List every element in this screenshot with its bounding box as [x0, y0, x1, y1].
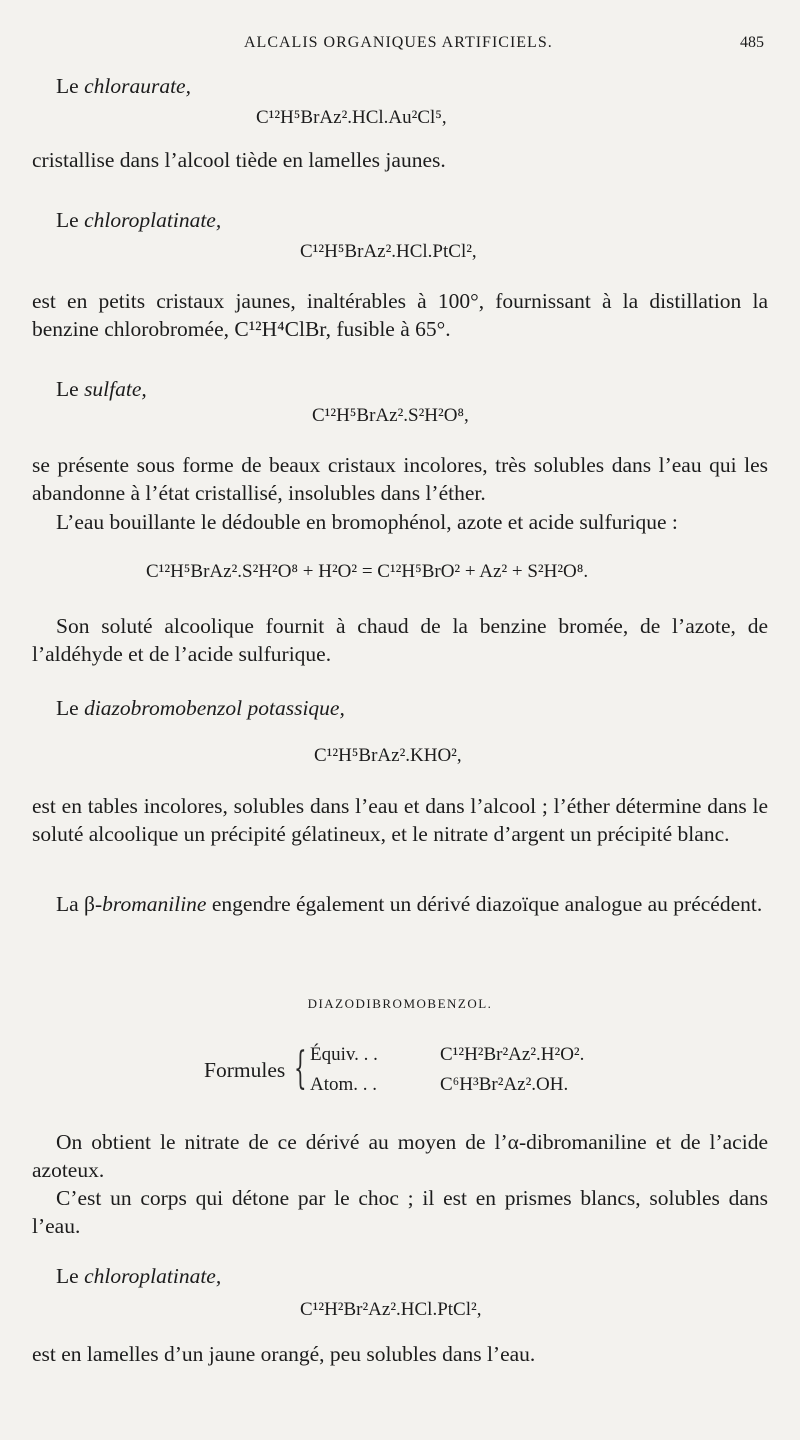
equiv-value: C¹²H²Br²Az².H²O².	[440, 1044, 585, 1065]
diazobromobenzol-text: est en tables incolores, solubles dans l’eau et dans l’alcool ; l’éther détermine dans le soluté alcoolique un précipité gélatineux, et le nitrate d’argent un précipité blanc.	[32, 794, 768, 846]
page-header	[0, 34, 800, 58]
properties-text: C’est un corps qui détone par le choc ; il est en prismes blancs, solubles dans l’eau.	[32, 1186, 768, 1238]
atom-value: C⁶H³Br²Az².OH.	[440, 1074, 569, 1095]
sulfate-formula: C¹²H⁵BrAz².S²H²O⁸,	[312, 405, 469, 426]
chloroplatinate-label: Le chloroplatinate,	[56, 208, 222, 232]
formules-label: Formules	[204, 1058, 286, 1082]
decomposition-equation: C¹²H⁵BrAz².S²H²O⁸ + H²O² = C¹²H⁵BrO² + Az² + S²H²O⁸.	[146, 561, 589, 582]
chloroplatinate-2-formula: C¹²H²Br²Az².HCl.PtCl²,	[300, 1299, 482, 1320]
running-title: ALCALIS ORGANIQUES ARTIFICIELS.	[244, 34, 553, 51]
chloraurate-label: Le chloraurate,	[56, 74, 191, 98]
chloraurate-text: cristallise dans l’alcool tiède en lamelles jaunes.	[32, 148, 446, 172]
sulfate-text: se présente sous forme de beaux cristaux incolores, très solubles dans l’eau qui les abandonne à l’état cristallisé, insolubles dans l’éther.	[32, 453, 768, 505]
chloroplatinate-2-text: est en lamelles d’un jaune orangé, peu solubles dans l’eau.	[32, 1342, 536, 1366]
equiv-formula-row	[310, 1044, 585, 1066]
atom-label: Atom. . .	[310, 1074, 378, 1095]
chloroplatinate-2-label: Le chloroplatinate,	[56, 1264, 222, 1288]
section-heading: DIAZODIBROMOBENZOL.	[307, 996, 493, 1011]
equiv-label: Équiv. . .	[310, 1044, 378, 1065]
nitrate-text: On obtient le nitrate de ce dérivé au moyen de l’α-dibromaniline et de l’acide azoteux.	[32, 1130, 768, 1182]
alcoholic-solution-text: Son soluté alcoolique fournit à chaud de la benzine bromée, de l’azote, de l’aldéhyde et de l’acide sulfurique.	[32, 614, 768, 666]
brace-glyph: {	[294, 1043, 307, 1094]
diazobromobenzol-label: Le diazobromobenzol potassique,	[56, 696, 345, 720]
beta-bromaniline-text: La β-bromaniline engendre également un dérivé diazoïque analogue au précédent.	[56, 892, 763, 916]
chloroplatinate-text: est en petits cristaux jaunes, inaltérables à 100°, fournissant à la distillation la benzine chlorobromée, C¹²H⁴ClBr, fusible à 65°.	[32, 289, 768, 341]
atom-formula-row	[310, 1074, 569, 1096]
sulfate-decomposition-text: L’eau bouillante le dédouble en bromophénol, azote et acide sulfurique :	[56, 510, 678, 534]
chloroplatinate-formula: C¹²H⁵BrAz².HCl.PtCl²,	[300, 241, 477, 262]
chloraurate-formula: C¹²H⁵BrAz².HCl.Au²Cl⁵,	[256, 107, 447, 128]
sulfate-label: Le sulfate,	[56, 377, 147, 401]
page-number: 485	[740, 34, 764, 51]
diazobromobenzol-formula: C¹²H⁵BrAz².KHO²,	[314, 745, 462, 766]
formulas-block	[200, 1040, 620, 1104]
